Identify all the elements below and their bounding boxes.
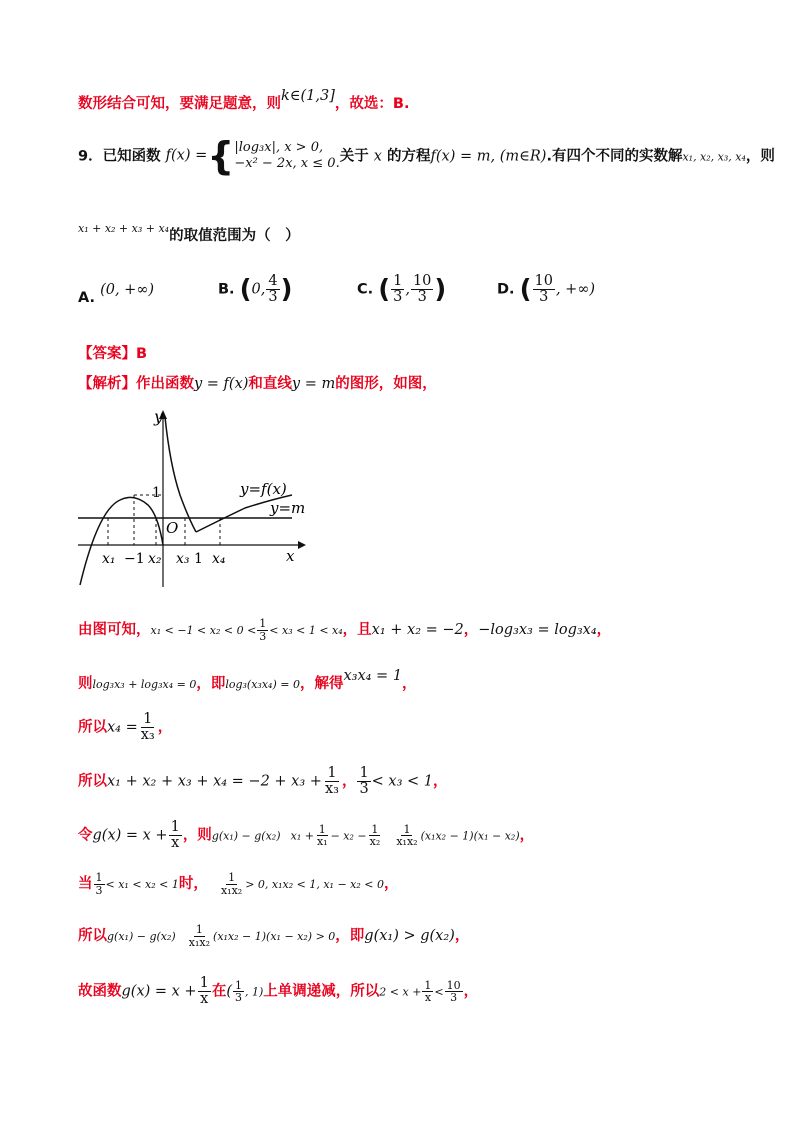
label-one-y: 1 [152, 485, 161, 501]
tick-x4: x₄ [212, 551, 226, 567]
tick-one: 1 [194, 551, 203, 567]
brace-glyph: { [207, 134, 235, 179]
analysis-intro: 【解析】作出函数y = f(x)和直线y = m的图形，如图， [78, 376, 437, 392]
label-origin: O [166, 519, 179, 537]
curve-log-left [165, 417, 196, 532]
piecewise-cases: |log₃x|, x > 0, −x² − 2x, x ≤ 0. [234, 140, 340, 172]
curve-parabola [80, 497, 163, 585]
step-6: 当 $\frac{1}{3}$ < x₁ < x₂ < 1时， $\frac{1}{\text{x₁x₂}}$ > 0, x₁x₂ < 1, x₁ − x₂ < 0， [78, 871, 399, 897]
label-axis-y: y [154, 407, 164, 426]
step-8: 故函数g(x) = x + $\frac{1}{x}$ 在( $\frac{1}{3}$ , 1)上单调递减，所以2 < x + $\frac{1}{x}$ < $\frac{10}{3}$ ， [78, 975, 479, 1008]
math-k-interval: k∈(1,3] [281, 88, 335, 104]
prev-conclusion: 数形结合可知，要满足题意，则k∈(1,3]，故选：B. [78, 88, 410, 112]
tick-x1: x₁ [102, 551, 116, 567]
step-1: 由图可知，x₁ < −1 < x₂ < 0 < $\frac{1}{3}$ < x₃ < 1 < x₄，且x₁ + x₂ = −2，−log₃x₃ = log₃x₄， [78, 617, 612, 643]
option-d[interactable]: D. ( $\frac{10}{3}$ , +∞) [497, 273, 596, 306]
label-curve: y=f(x) [240, 480, 287, 498]
question-9-cont: x₁ + x₂ + x₃ + x₄的取值范围为（ ） [78, 222, 300, 244]
step-3: 所以x₄ = $\frac{1}{\text{x₃}}$ ， [78, 711, 173, 744]
tick-x2: x₂ [148, 551, 162, 567]
tick-minus1: −1 [124, 551, 145, 567]
option-b[interactable]: B. (0, $\frac{4}{3}$ ) [218, 273, 293, 306]
x-axis-arrow [298, 541, 306, 549]
function-graph [70, 405, 310, 590]
label-line: y=m [270, 499, 306, 517]
tick-x3: x₃ [176, 551, 190, 567]
step-2: 则log₃x₃ + log₃x₄ = 0，即log₃(x₃x₄) = 0，解得x₃x₄ = 1， [78, 668, 417, 692]
step-7: 所以g(x₁) − g(x₂) $\frac{1}{\text{x₁x₂}}$ (x₁x₂ − 1)(x₁ − x₂) > 0，即g(x₁) > g(x₂)， [78, 923, 470, 949]
question-9: 9．已知函数 f(x) ={ |log₃x|, x > 0, −x² − 2x, x ≤ 0. 关于 x 的方程f(x) = m, (m∈R).有四个不同的实数解x₁, x₂, x₃, x₄，则 [78, 134, 775, 179]
label-axis-x: x [286, 547, 295, 565]
option-c[interactable]: C. ( $\frac{1}{3}$ , $\frac{10}{3}$ ) [357, 273, 447, 306]
answer-label: 【答案】B [78, 346, 148, 362]
step-4: 所以x₁ + x₂ + x₃ + x₄ = −2 + x₃ + $\frac{1}{\text{x₃}}$ ， $\frac{1}{3}$ < x₃ < 1， [78, 765, 448, 798]
math-func-name: f(x) = [165, 147, 208, 164]
step-5: 令g(x) = x + $\frac{1}{x}$ ，则g(x₁) − g(x₂) x₁ + $\frac{1}{\text{x₁}}$ − x₂ − $\frac{1}{\text{x₂}}$ $\frac{1}{\text{x₁x₂}}$ (x₁x₂ − 1)(x₁ − x₂)， [78, 819, 535, 852]
option-a[interactable]: A. (0, +∞) [78, 282, 155, 306]
